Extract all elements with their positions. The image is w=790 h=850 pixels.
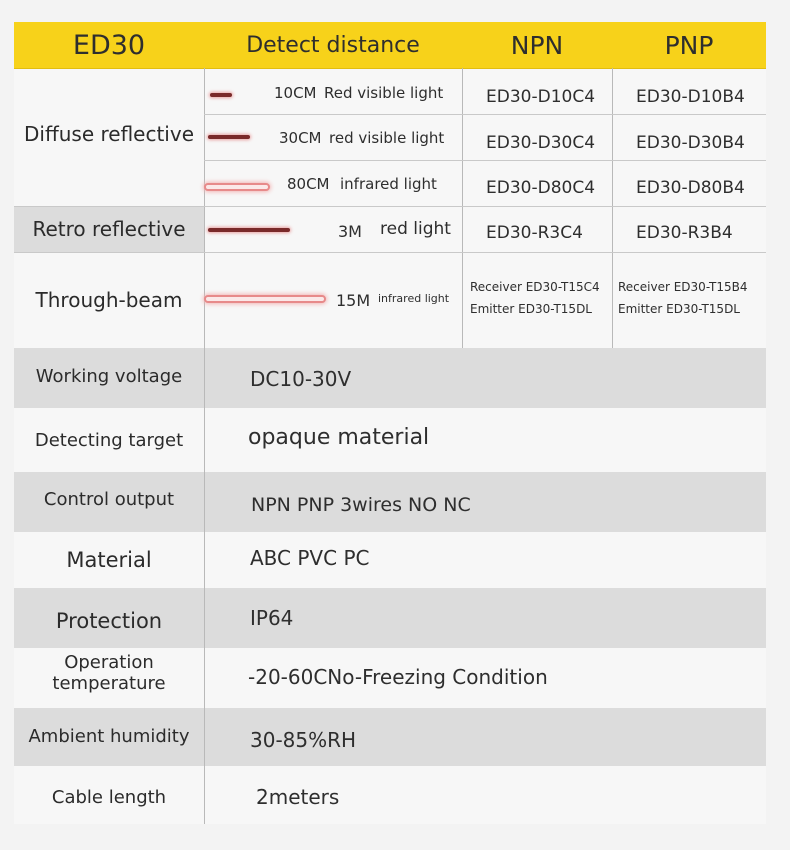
spec-label: Protection	[55, 609, 163, 633]
red-beam-icon	[208, 135, 250, 139]
distance-value: 3M	[338, 222, 362, 241]
spec-value: NPN PNP 3wires NO NC	[251, 494, 471, 516]
spec-label-line: Operation	[64, 652, 154, 673]
pnp-emitter-model: Emitter ED30-T15DL	[618, 302, 740, 316]
mode-through-beam: Through-beam	[35, 288, 183, 312]
npn-emitter-model: Emitter ED30-T15DL	[470, 302, 592, 316]
spec-label: Working voltage	[35, 366, 183, 387]
row-divider	[14, 252, 766, 253]
light-type: infrared light	[340, 175, 437, 193]
spec-value: 30-85%RH	[250, 728, 357, 752]
spec-label	[14, 652, 204, 694]
header-detect-distance: Detect distance	[246, 33, 420, 58]
header-npn: NPN	[510, 31, 564, 60]
npn-model: ED30-D10C4	[486, 87, 596, 107]
infrared-beam-icon	[204, 295, 326, 303]
infrared-beam-icon	[204, 183, 270, 191]
npn-receiver-model: Receiver ED30-T15C4	[470, 280, 600, 294]
row-divider	[204, 160, 766, 161]
spec-label: Detecting target	[34, 430, 184, 451]
header-pnp: PNP	[664, 31, 714, 60]
row-divider	[204, 114, 766, 115]
pnp-model: ED30-D10B4	[636, 87, 745, 107]
distance-value: 15M	[336, 291, 371, 310]
spec-value: DC10-30V	[250, 367, 352, 391]
spec-value: IP64	[250, 606, 294, 630]
light-type: red light	[380, 219, 451, 239]
spec-label: Control output	[43, 489, 175, 510]
red-beam-icon	[210, 93, 232, 97]
pnp-model: ED30-R3B4	[636, 223, 733, 243]
spec-value: -20-60CNo-Freezing Condition	[248, 665, 548, 689]
column-divider	[462, 68, 463, 348]
spec-value: opaque material	[248, 425, 430, 450]
npn-model: ED30-D80C4	[486, 178, 596, 198]
mode-diffuse-reflective: Diffuse reflective	[23, 122, 195, 146]
light-type: red visible light	[329, 129, 445, 147]
spec-label: Material	[66, 548, 152, 572]
pnp-receiver-model: Receiver ED30-T15B4	[618, 280, 748, 294]
red-beam-icon	[208, 228, 290, 232]
npn-model: ED30-R3C4	[486, 223, 583, 243]
spec-value: 2meters	[256, 785, 340, 809]
column-divider	[612, 68, 613, 348]
light-type: Red visible light	[324, 84, 444, 102]
spec-label: Ambient humidity	[28, 726, 190, 747]
table-header	[14, 22, 766, 68]
column-divider	[204, 68, 205, 824]
distance-value: 10CM	[274, 84, 317, 102]
spec-label-line: temperature	[52, 673, 166, 694]
spec-label: Cable length	[51, 787, 167, 808]
distance-value: 80CM	[287, 175, 330, 193]
npn-model: ED30-D30C4	[486, 133, 596, 153]
mode-retro-reflective: Retro reflective	[32, 217, 186, 241]
light-type: infrared light	[378, 292, 450, 305]
pnp-model: ED30-D80B4	[636, 178, 745, 198]
row-divider	[14, 206, 766, 207]
header-model: ED30	[72, 30, 146, 61]
spec-sheet	[14, 22, 766, 824]
pnp-model: ED30-D30B4	[636, 133, 745, 153]
spec-value: ABC PVC PC	[250, 546, 370, 570]
distance-value: 30CM	[279, 129, 322, 147]
